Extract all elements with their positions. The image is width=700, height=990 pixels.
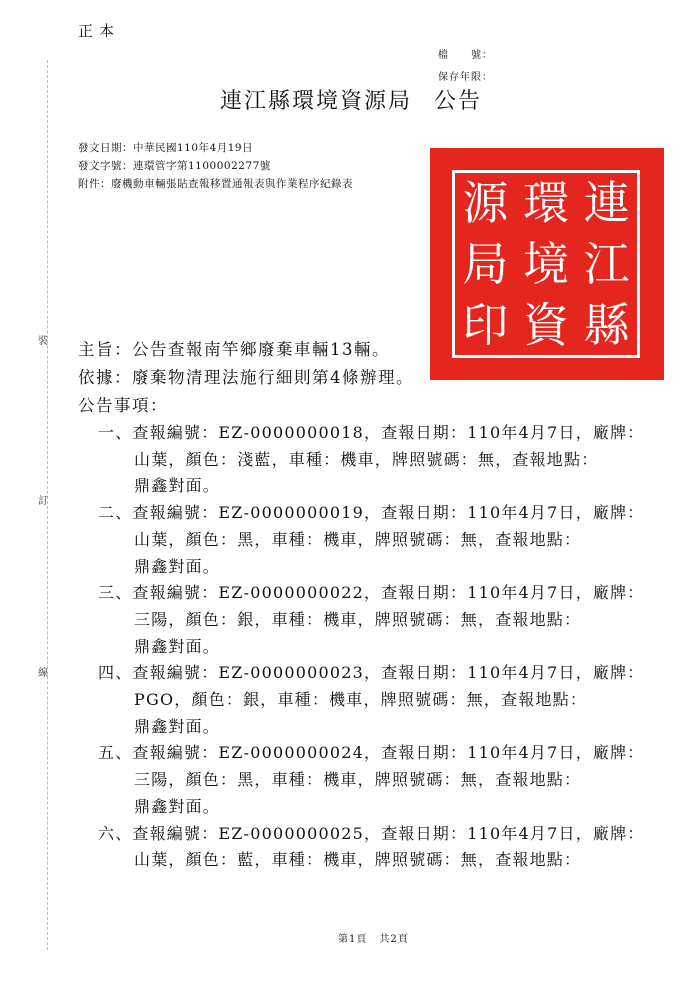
- announcement-item-line: 三陽，顏色：銀，車種：機車，牌照號碼：無，查報地點：: [134, 609, 582, 629]
- announcement-item-first-line: 一、查報編號：EZ-0000000018，查報日期：110年4月7日，廠牌：: [98, 423, 645, 442]
- seal-frame: [452, 170, 640, 358]
- footer-page-number: 第1頁: [338, 934, 368, 945]
- seal-char: 環: [522, 176, 569, 231]
- announcement-item-line: 山葉，顏色：藍，車種：機車，牌照號碼：無，查報地點：: [134, 850, 582, 870]
- seal-char: 源: [462, 176, 509, 231]
- subject-line: 主旨：公告查報南竿鄉廢棄車輛13輛。: [78, 340, 390, 359]
- seal-char: 局: [462, 236, 509, 291]
- binding-mark-xian: 線: [38, 668, 48, 679]
- retention-period-label: 保存年限：: [438, 72, 493, 83]
- announcement-item-line: 鼎鑫對面。: [134, 476, 221, 496]
- copy-mark: 正本: [78, 22, 121, 40]
- announcement-item-first-line: 六、查報編號：EZ-0000000025，查報日期：110年4月7日，廠牌：: [98, 823, 645, 843]
- announcement-item-line: 鼎鑫對面。: [134, 796, 221, 816]
- binding-mark-zhuang: 裝: [38, 336, 48, 347]
- announcement-item-first-line: 五、查報編號：EZ-0000000024，查報日期：110年4月7日，廠牌：: [98, 743, 645, 763]
- issue-number-line: [78, 158, 271, 173]
- file-number-label: 檔 號：: [438, 50, 493, 61]
- issue-date-label: 發文日期：: [78, 142, 133, 154]
- footer-total-pages: 共2頁: [379, 934, 409, 945]
- attachment-label: 附件：: [78, 178, 111, 190]
- items-heading: 公告事項：: [78, 396, 168, 415]
- seal-char: 江: [583, 236, 630, 291]
- announcement-item-line: 三陽，顏色：黑，車種：機車，牌照號碼：無，查報地點：: [134, 770, 582, 790]
- issue-number-label: 發文字號：: [78, 160, 133, 172]
- announcement-item-line: 山葉，顏色：黑，車種：機車，牌照號碼：無，查報地點：: [134, 529, 582, 549]
- announcement-item-first-line: 二、查報編號：EZ-0000000019，查報日期：110年4月7日，廠牌：: [98, 503, 645, 523]
- page-footer: [338, 930, 409, 945]
- seal-char: 資: [522, 297, 569, 352]
- agency-name: 連江縣環境資源局: [220, 89, 413, 114]
- announcement-item-line: 山葉，顏色：淺藍，車種：機車，牌照號碼：無，查報地點：: [134, 449, 599, 469]
- announcement-item-first-line: 四、查報編號：EZ-0000000023，查報日期：110年4月7日，廠牌：: [98, 663, 645, 683]
- document-title: [220, 84, 482, 115]
- seal-char: 連: [583, 176, 630, 231]
- announcement-item-line: PGO，顏色：銀，車種：機車，牌照號碼：無，查報地點：: [134, 690, 588, 709]
- announcement-item-first-line: 三、查報編號：EZ-0000000022，查報日期：110年4月7日，廠牌：: [98, 583, 645, 603]
- document-type: 公告: [434, 89, 483, 114]
- official-seal: [430, 148, 664, 380]
- issue-number: 連環管字第1100002277號: [133, 160, 271, 172]
- seal-char: 印: [462, 297, 509, 352]
- basis-line: 依據：廢棄物清理法施行細則第4條辦理。: [78, 368, 414, 387]
- binding-mark-ding: 訂: [38, 496, 48, 507]
- issue-date: 中華民國110年4月19日: [133, 142, 254, 154]
- announcement-item-line: 鼎鑫對面。: [134, 556, 221, 576]
- announcement-item-line: 鼎鑫對面。: [134, 716, 221, 736]
- issue-date-line: [78, 140, 253, 155]
- attachment-line: [78, 176, 353, 191]
- announcement-item-line: 鼎鑫對面。: [134, 636, 221, 656]
- seal-char: 縣: [583, 297, 630, 352]
- seal-char: 境: [522, 236, 569, 291]
- attachment-text: 廢機動車輛張貼查報移置通報表與作業程序紀錄表: [111, 178, 353, 190]
